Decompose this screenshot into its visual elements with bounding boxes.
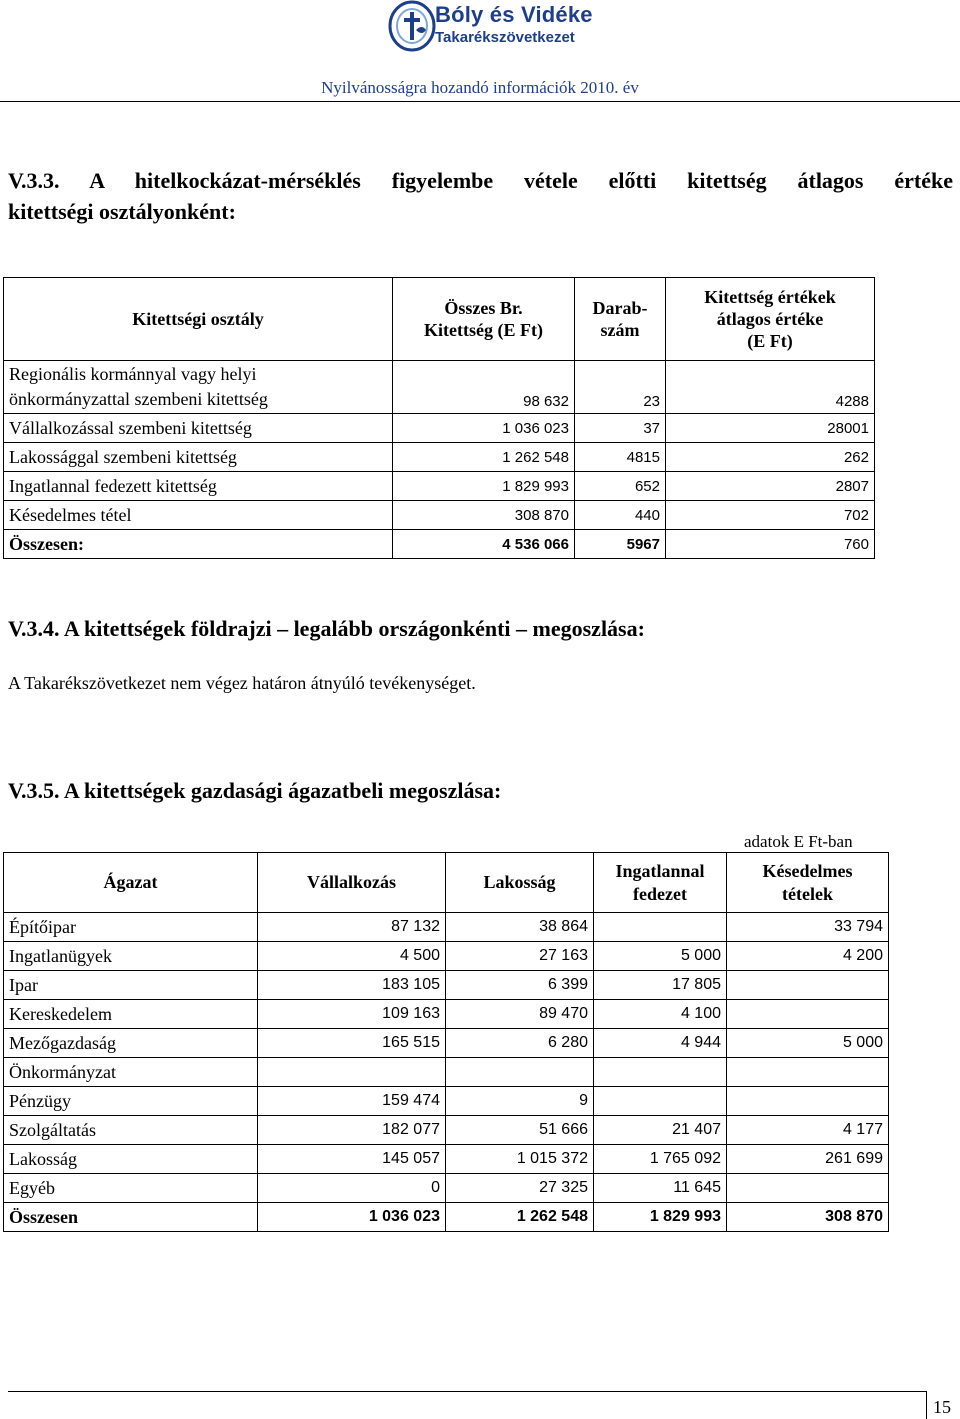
cell-sector: Ipar bbox=[4, 971, 258, 1000]
cell-retail: 89 470 bbox=[446, 1000, 594, 1029]
cell-corporate: 0 bbox=[258, 1174, 446, 1203]
cell-late: 4 200 bbox=[727, 942, 889, 971]
cell-realestate: 11 645 bbox=[594, 1174, 727, 1203]
section-title-v33: V.3.3. A hitelkockázat-mérséklés figyelembe vétele előtti kitettség átlagos értéke bbox=[8, 168, 953, 193]
header-divider bbox=[0, 101, 960, 102]
column-header-late-label: Késedelmes tételek bbox=[727, 853, 889, 913]
cell-late: 261 699 bbox=[727, 1145, 889, 1174]
table-row bbox=[4, 1029, 889, 1058]
cell-retail: 1 015 372 bbox=[446, 1145, 594, 1174]
cell-late bbox=[727, 1087, 889, 1116]
cell-corporate: 145 057 bbox=[258, 1145, 446, 1174]
cell-total: 1 829 993 bbox=[393, 472, 575, 501]
cell-average: 702 bbox=[666, 501, 875, 530]
page-number: 15 bbox=[933, 1397, 951, 1417]
cell-corporate: 87 132 bbox=[258, 913, 446, 942]
section-title-v33-continued: kitettségi osztályonként: bbox=[8, 199, 236, 224]
cell-count: 37 bbox=[575, 414, 666, 443]
cell-late bbox=[727, 1000, 889, 1029]
cell-total: 308 870 bbox=[393, 501, 575, 530]
table-row bbox=[4, 1000, 889, 1029]
cell-corporate: 109 163 bbox=[258, 1000, 446, 1029]
table-row bbox=[4, 414, 875, 443]
cell-realestate bbox=[594, 1087, 727, 1116]
cell-realestate bbox=[594, 1058, 727, 1087]
cell-average: 760 bbox=[666, 530, 875, 559]
column-header-realestate-label: Ingatlannal fedezet bbox=[594, 853, 727, 913]
cell-realestate: 4 944 bbox=[594, 1029, 727, 1058]
row-label: Vállalkozással szembeni kitettség bbox=[4, 414, 393, 443]
table-row bbox=[4, 443, 875, 472]
units-note: adatok E Ft-ban bbox=[744, 832, 853, 851]
table-row bbox=[4, 1087, 889, 1116]
table-row bbox=[4, 1145, 889, 1174]
cell-sector: Egyéb bbox=[4, 1174, 258, 1203]
cell-corporate: 183 105 bbox=[258, 971, 446, 1000]
row-label: Ingatlannal fedezett kitettség bbox=[4, 472, 393, 501]
cell-sector: Pénzügy bbox=[4, 1087, 258, 1116]
cell-late: 4 177 bbox=[727, 1116, 889, 1145]
cell-sector: Összesen bbox=[4, 1203, 258, 1232]
cell-realestate: 5 000 bbox=[594, 942, 727, 971]
table-row bbox=[4, 501, 875, 530]
cell-count: 652 bbox=[575, 472, 666, 501]
cell-sector: Önkormányzat bbox=[4, 1058, 258, 1087]
brand-name: Bóly és Vidéke bbox=[435, 2, 593, 27]
cell-realestate: 4 100 bbox=[594, 1000, 727, 1029]
cell-corporate bbox=[258, 1058, 446, 1087]
cell-count: 440 bbox=[575, 501, 666, 530]
cell-retail: 27 325 bbox=[446, 1174, 594, 1203]
table-row bbox=[4, 1116, 889, 1145]
cell-late bbox=[727, 971, 889, 1000]
cell-sector: Ingatlanügyek bbox=[4, 942, 258, 971]
cell-average: 4288 bbox=[666, 361, 875, 414]
section-title-v35: V.3.5. A kitettségek gazdasági ágazatbeli megoszlása: bbox=[8, 778, 502, 803]
cell-total: 1 036 023 bbox=[393, 414, 575, 443]
table-row bbox=[4, 913, 889, 942]
document-header: Nyilvánosságra hozandó információk 2010. év bbox=[321, 78, 639, 97]
cell-realestate: 17 805 bbox=[594, 971, 727, 1000]
section-v34-text: A Takarékszövetkezet nem végez határon átnyúló tevékenységet. bbox=[8, 673, 476, 693]
table-row bbox=[4, 361, 875, 414]
row-label: Lakossággal szembeni kitettség bbox=[4, 443, 393, 472]
cell-retail: 27 163 bbox=[446, 942, 594, 971]
cell-total: 4 536 066 bbox=[393, 530, 575, 559]
table-row bbox=[4, 971, 889, 1000]
table-row bbox=[4, 1058, 889, 1087]
total-label: Összesen: bbox=[4, 530, 393, 559]
cell-retail: 6 280 bbox=[446, 1029, 594, 1058]
column-header-average: Kitettség értékek átlagos értéke (E Ft) bbox=[666, 278, 875, 361]
cell-sector: Lakosság bbox=[4, 1145, 258, 1174]
column-header-total: Összes Br. Kitettség (E Ft) bbox=[393, 278, 575, 361]
cell-retail: 9 bbox=[446, 1087, 594, 1116]
cell-late: 33 794 bbox=[727, 913, 889, 942]
cell-count: 23 bbox=[575, 361, 666, 414]
cell-retail: 1 262 548 bbox=[446, 1203, 594, 1232]
cell-realestate bbox=[594, 913, 727, 942]
cell-retail: 38 864 bbox=[446, 913, 594, 942]
cell-late bbox=[727, 1174, 889, 1203]
column-header-corporate-label: Vállalkozás bbox=[258, 853, 446, 913]
cell-retail: 6 399 bbox=[446, 971, 594, 1000]
cell-sector: Építőipar bbox=[4, 913, 258, 942]
table-row bbox=[4, 1174, 889, 1203]
cell-late bbox=[727, 1058, 889, 1087]
table-row bbox=[4, 472, 875, 501]
cell-realestate: 21 407 bbox=[594, 1116, 727, 1145]
cell-sector: Mezőgazdaság bbox=[4, 1029, 258, 1058]
cell-total: 98 632 bbox=[393, 361, 575, 414]
footer-divider-vertical bbox=[926, 1391, 927, 1419]
cell-count: 4815 bbox=[575, 443, 666, 472]
cell-sector: Szolgáltatás bbox=[4, 1116, 258, 1145]
cell-corporate: 159 474 bbox=[258, 1087, 446, 1116]
column-header-class: Kitettségi osztály bbox=[4, 278, 393, 361]
row-label: Késedelmes tétel bbox=[4, 501, 393, 530]
cell-realestate: 1 765 092 bbox=[594, 1145, 727, 1174]
cell-total: 1 262 548 bbox=[393, 443, 575, 472]
exposure-average-table bbox=[3, 277, 875, 559]
cell-corporate: 182 077 bbox=[258, 1116, 446, 1145]
cell-corporate: 1 036 023 bbox=[258, 1203, 446, 1232]
cell-retail bbox=[446, 1058, 594, 1087]
cell-late: 308 870 bbox=[727, 1203, 889, 1232]
table-total-row bbox=[4, 1203, 889, 1232]
cell-count: 5967 bbox=[575, 530, 666, 559]
brand-subtitle: Takarékszövetkezet bbox=[435, 29, 575, 46]
table-header-row bbox=[4, 278, 875, 361]
footer-divider bbox=[8, 1391, 926, 1392]
cell-average: 262 bbox=[666, 443, 875, 472]
column-header-count: Darab- szám bbox=[575, 278, 666, 361]
row-label: Regionális kormánnyal vagy helyi önkormányzattal szembeni kitettség bbox=[4, 361, 393, 414]
table-row bbox=[4, 942, 889, 971]
sector-exposure-table-body bbox=[3, 852, 889, 1232]
cell-average: 2807 bbox=[666, 472, 875, 501]
cell-realestate: 1 829 993 bbox=[594, 1203, 727, 1232]
column-header-retail-label: Lakosság bbox=[446, 853, 594, 913]
cell-corporate: 165 515 bbox=[258, 1029, 446, 1058]
cell-retail: 51 666 bbox=[446, 1116, 594, 1145]
cell-late: 5 000 bbox=[727, 1029, 889, 1058]
table-header-row bbox=[4, 853, 889, 913]
table-total-row bbox=[4, 530, 875, 559]
cell-average: 28001 bbox=[666, 414, 875, 443]
cell-sector: Kereskedelem bbox=[4, 1000, 258, 1029]
column-header-sector: Ágazat bbox=[4, 853, 258, 913]
cell-corporate: 4 500 bbox=[258, 942, 446, 971]
section-title-v34: V.3.4. A kitettségek földrajzi – legalább országonkénti – megoszlása: bbox=[8, 616, 645, 641]
